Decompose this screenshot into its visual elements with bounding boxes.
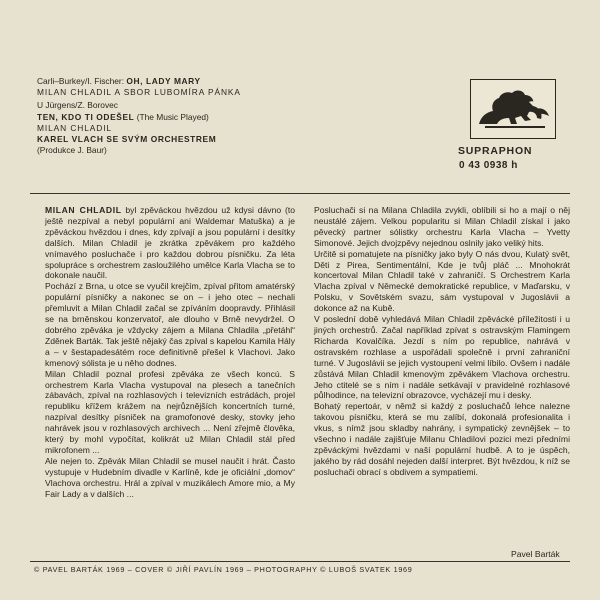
track2-line — [37, 112, 437, 123]
catalog-number: 0 43 0938 h — [459, 160, 518, 171]
bottom-divider — [30, 561, 570, 562]
lion-icon — [471, 80, 555, 138]
artist-name-lead: MILAN CHLADIL — [45, 205, 122, 215]
liner-notes-right — [314, 205, 570, 478]
paragraph: V poslední době vyhledává Milan Chladil zpěvácké příležitosti i u jiných orchestrů. Začal například zpívat s ostravským Flamingem Richarda Kovalčíka. Jezdí s ním po republice, nahrává v ostravském rozhlase a uspořádali společně i první zahraniční turné. V Jugoslávii se jejich vystoupení velmi líbilo. Ovšem i nadále zůstává Milan Chladil kmenovým zpěvákem Vlachova orchestru. Jeho ctitelé se s ním i nadále setkávají v pravidelné rozhlasové půlhodince, na televizní obrazovce, vycházejí mu i desky. — [314, 314, 570, 401]
track1-authors: Carli–Burkey/I. Fischer: — [37, 76, 125, 86]
track2-authors: U Jürgens/Z. Borovec — [37, 100, 118, 111]
track1-line1 — [37, 76, 437, 87]
track1-artist: MILAN CHLADIL A SBOR LUBOMÍRA PÁNKA — [37, 87, 241, 98]
paragraph-text: byl zpěváckou hvězdou už kdysi dávno (to ještě nezpíval a nebyl populární ani Waldemar Matuška) a je zpěváckou hvězdou i dnes, kdy zpívají a jsou populární i desítky dalších. Milan Chladil je zkrátka zpěvákem pro každého vnímavého posluchače i pro každou dobrou písničku. Za léta spolupráce s orchestrem zasloužilého umělce Karla Vlacha se to dokonale naučil. — [45, 205, 295, 281]
track2-artist1: MILAN CHLADIL — [37, 122, 112, 133]
paragraph — [45, 205, 295, 281]
supraphon-logo — [470, 79, 556, 139]
top-divider — [30, 193, 570, 194]
copyright-footer: © PAVEL BARTÁK 1969 – COVER © JIŘÍ PAVLÍN 1969 – PHOTOGRAPHY © LUBOŠ SVATEK 1969 — [34, 565, 413, 574]
liner-notes-left — [45, 205, 295, 499]
paragraph: Bohatý repertoár, v němž si každý z posluchačů lehce nalezne takovou písničku, která se mu zalíbí, dokonalá profesionalita i vkus, s nímž jsou skladby nahrány, i sympatický zevnějšek – to všechno i nadále zajišťuje Milanu Chladilovi pozici mezi předními zpěváckými hvězdami v naší populární hudbě. A to je úspěch, jakého by rád dosáhl nejeden další interpret. Být hvězdou, k níž se posluchači obrací s obdivem a sympatiemi. — [314, 401, 570, 477]
track2-original-title: (The Music Played) — [136, 111, 209, 122]
paragraph: Milan Chladil poznal profesi zpěváka ze všech koncú. S orchestrem Karla Vlacha vystupoval na plesech a tanečních zábavách, zpíval na rozhlasových i televizních estrádách, projel republiku křížem krážem na nejrůznějších koncertních turné, nazpíval desítky písniček na gramofonové desky, stovky jeho nahrávek jsou v rozhlasových archivech ... Není zřejmě člověka, který by mohl vypočítat, kolikrát už Milan Chladil stál před mikrofonem ... — [45, 368, 295, 455]
producer-credit: (Produkce J. Baur) — [37, 145, 107, 156]
track1-title: OH, LADY MARY — [126, 76, 201, 86]
paragraph: Určitě si pomatujete na písničky jako byly O nás dvou, Kulatý svět, Děti z Pirea, Sentimentální, Kde je tvůj pláč ... Mnohokrát koncertoval Milan Chladil také v zahraničí. S Orchestrem Karla Vlacha zpíval v Německé demokratické republice, v Maďarsku, v Polsku, v Sovětském svazu, sám vystupoval v Jugoslávii a dokonce až na Kubě. — [314, 248, 570, 314]
paragraph: Pochází z Brna, u otce se vyučil krejčím, zpíval přitom amatérský populární písničky a nakonec se on – i jeho otec – nechali přemluvit a Milan Chladil začal se zpíváním doopravdy. Přihlásil se na brněnskou konzervatoř, ale dlouho v Brně nevydržel. O dobrého zpěváka je vždycky zájem a Milana Chladila „přetáhl“ Zděnek Barták. Tak ještě nějaký čas zpíval s kapelou Kamila Hály a – v šestapadesátém roce definitivně přešel k Vlachovi. Jako kmenový sólista je u něho dodnes. — [45, 281, 295, 368]
track2-artist2: KAREL VLACH SE SVÝM ORCHESTREM — [37, 134, 217, 145]
author-signature: Pavel Barták — [511, 549, 560, 559]
paragraph: Posluchači si na Milana Chladila zvykli, oblíbili si ho a mají o něj neustálé zájem. Velkou popularitu si Milan Chladil získal i jako pěvecký partner sólistky orchestru Karla Vlacha – Yvetty Simonové. Jejich dvojzpěvy nejednou oslnily jako veliký hits. — [314, 205, 570, 248]
paragraph: Ale nejen to. Zpěvák Milan Chladil se musel naučit i hrát. Často vystupuje v Hudebním divadle v Karlíně, kde je oficiální „domov“ Vlachova orchestru. Hrál a zpíval v muzikálech Amore mio, a My Fair Lady a v dalších ... — [45, 455, 295, 499]
label-name: SUPRAPHON — [458, 145, 533, 157]
track-credits — [37, 76, 437, 156]
track2-title: TEN, KDO TI ODEŠEL — [37, 111, 135, 122]
